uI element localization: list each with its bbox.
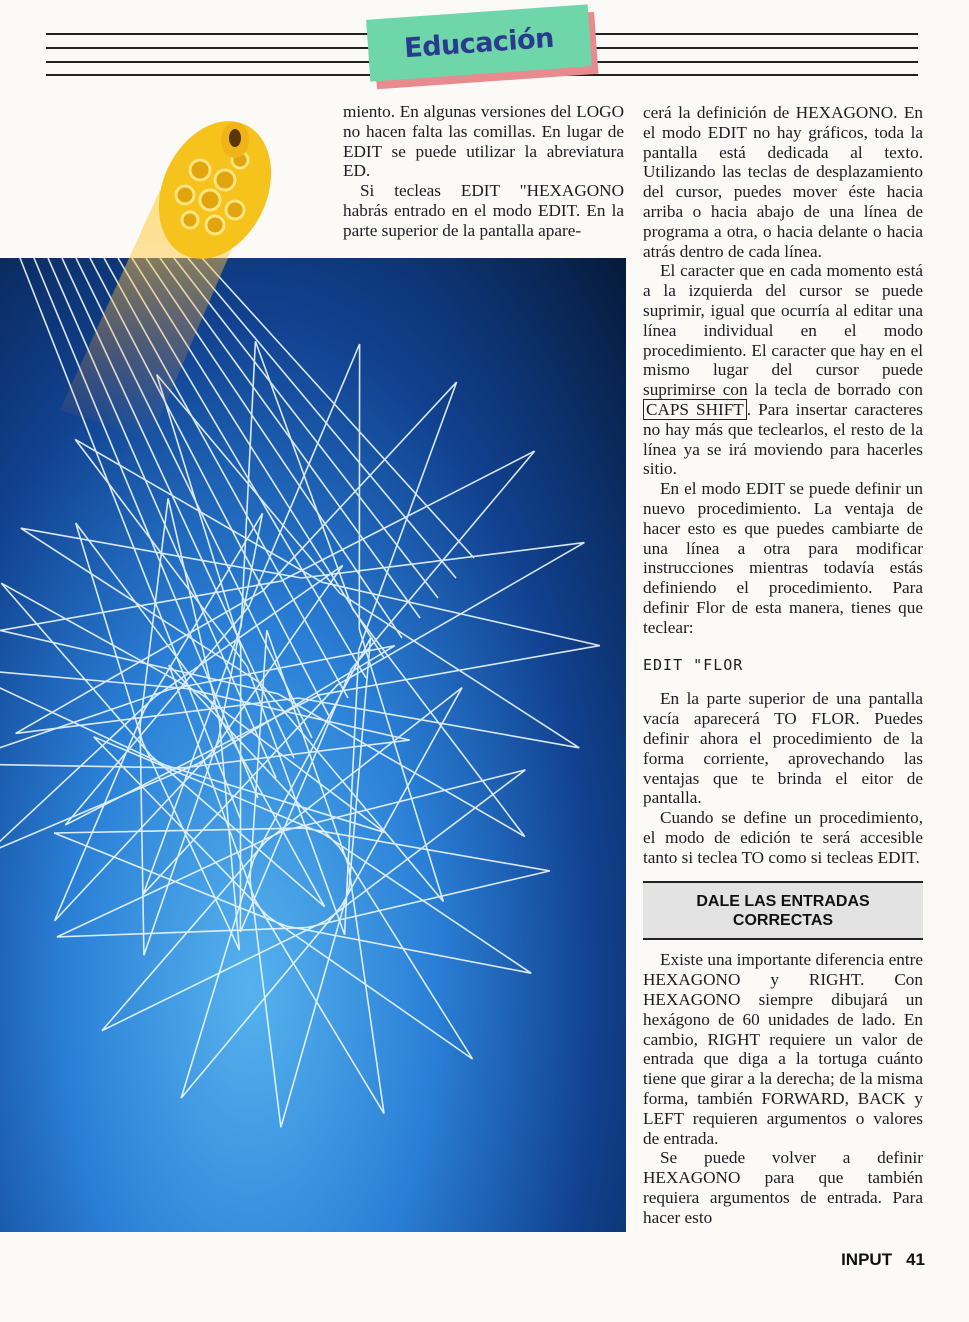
code-line: EDIT "FLOR: [643, 655, 744, 674]
turtle-icon: [40, 110, 280, 450]
paragraph: [643, 261, 923, 479]
paragraph: En la parte superior de una pantalla vacía aparecerá TO FLOR. Puedes definir ahora el procedimiento de la forma corriente, aprovechando las ventajas que te brinda el eitor de pantalla.: [643, 689, 923, 808]
page-footer: [841, 1250, 925, 1270]
page-number: 41: [906, 1250, 925, 1269]
paragraph: Si tecleas EDIT "HEXAGONO habrás entrado en el modo EDIT. En la parte superior de la pantalla apare-: [343, 181, 624, 240]
text-span: . Para insertar caracteres no hay más que teclearlos, el resto de la línea ya se irá moviendo para hacerles sitio.: [643, 399, 923, 479]
section-label: Educación: [403, 22, 555, 64]
column-left: [343, 102, 624, 241]
section-tab: [366, 4, 592, 81]
column-right: [643, 103, 923, 1228]
magazine-name: INPUT: [841, 1250, 893, 1269]
paragraph: En el modo EDIT se puede definir un nuevo procedimiento. La ventaja de hacer esto es que puedes cambiarte de una línea a otra para modificar instrucciones mientras todavía estás definiendo el procedimiento. Para definir Flor de esta manera, tienes que teclear:: [643, 479, 923, 637]
caps-shift-key: CAPS SHIFT: [643, 399, 747, 420]
paragraph: cerá la definición de HEXAGONO. En el modo EDIT no hay gráficos, toda la pantalla está dedicada al texto. Utilizando las teclas de desplazamiento del cursor, puedes mover éste hacia arriba o hacia abajo de una línea de programa a otra, o hacia delante o hacia atrás dentro de cada línea.: [643, 103, 923, 261]
paragraph: miento. En algunas versiones del LOGO no hacen falta las comillas. En lugar de EDIT se puede utilizar la abreviatura ED.: [343, 102, 624, 181]
paragraph: Se puede volver a definir HEXAGONO para que también requiera argumentos de entrada. Para hacer esto: [643, 1148, 923, 1227]
header-rule-4: [46, 74, 918, 76]
paragraph: Cuando se define un procedimiento, el modo de edición te será accesible tanto si teclea TO como si tecleas EDIT.: [643, 808, 923, 867]
paragraph: Existe una importante diferencia entre HEXAGONO y RIGHT. Con HEXAGONO siempre dibujará un hexágono de 60 unidades de lado. En cambio, RIGHT requiere un valor de entrada que diga a la tortuga cuánto tiene que girar a la derecha; de la misma forma, también FORWARD, BACK y LEFT requieren argumentos o valores de entrada.: [643, 950, 923, 1148]
box-heading: DALE LAS ENTRADAS CORRECTAS: [643, 881, 923, 940]
text-span: El caracter que en cada momento está a la izquierda del cursor se puede suprimir, igual que ocurría al editar una línea individual en el modo procedimiento. El caracter que hay en el mismo lugar del cursor puede suprimirse con la tecla de borrado con: [643, 261, 923, 400]
